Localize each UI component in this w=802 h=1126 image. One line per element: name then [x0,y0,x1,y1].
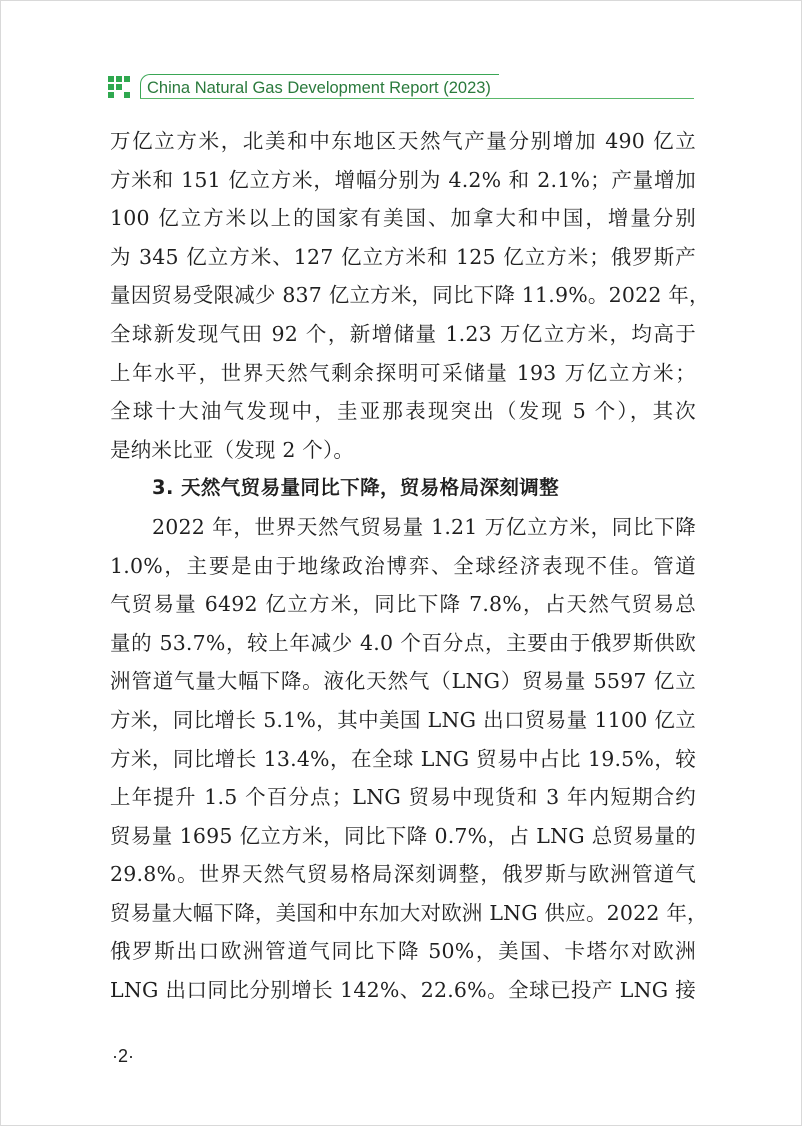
text-line: 俄罗斯出口欧洲管道气同比下降 50%，美国、卡塔尔对欧洲 [110,939,696,964]
text-line: 2022 年，世界天然气贸易量 1.21 万亿立方米，同比下降 [152,514,696,539]
text-line: 上年水平，世界天然气剩余探明可采储量 193 万亿立方米； [110,360,696,385]
text-line: 29.8%。世界天然气贸易格局深刻调整，俄罗斯与欧洲管道气 [110,862,696,887]
text-line: 全球十大油气发现中，圭亚那表现突出（发现 5 个），其次 [110,399,696,424]
header-title: China Natural Gas Development Report (2023) [140,74,499,99]
text-line: LNG 出口同比分别增长 142%、22.6%。全球已投产 LNG 接 [110,978,696,1003]
text-line: 量的 53.7%，较上年减少 4.0 个百分点，主要由于俄罗斯供欧 [110,630,696,655]
body-text [110,122,710,1010]
text-line: 为 345 亿立方米、127 亿立方米和 125 亿立方米；俄罗斯产 [110,244,696,269]
page-number: ·2· [112,1046,134,1066]
text-line: 方米，同比增长 5.1%，其中美国 LNG 出口贸易量 1100 亿立 [110,707,696,732]
text-line: 万亿立方米，北美和中东地区天然气产量分别增加 490 亿立 [110,129,696,153]
text-line: 方米和 151 亿立方米，增幅分别为 4.2% 和 2.1%；产量增加 [110,167,696,192]
text-line: 全球新发现气田 92 个，新增储量 1.23 万亿立方米，均高于 [110,321,696,346]
text-line: 气贸易量 6492 亿立方米，同比下降 7.8%，占天然气贸易总 [110,592,696,617]
text-line: 方米，同比增长 13.4%，在全球 LNG 贸易中占比 19.5%，较 [110,746,696,771]
section-heading: 3. 天然气贸易量同比下降，贸易格局深刻调整 [152,476,560,500]
text-line: 1.0%，主要是由于地缘政治博弈、全球经济表现不佳。管道 [110,553,696,578]
running-header [108,74,694,102]
text-line: 100 亿立方米以上的国家有美国、加拿大和中国，增量分别 [110,206,696,231]
text-line: 贸易量 1695 亿立方米，同比下降 0.7%，占 LNG 总贸易量的 [110,823,696,848]
text-line: 上年提升 1.5 个百分点；LNG 贸易中现货和 3 年内短期合约 [110,785,696,810]
text-line: 贸易量大幅下降，美国和中东加大对欧洲 LNG 供应。2022 年， [110,900,708,925]
text-line: 洲管道气量大幅下降。液化天然气（LNG）贸易量 5597 亿立 [110,669,696,694]
report-logo-icon [108,76,130,98]
text-line: 量因贸易受限减少 837 亿立方米，同比下降 11.9%。2022 年， [110,283,710,308]
header-rule [140,98,694,99]
text-line: 是纳米比亚（发现 2 个）。 [110,437,355,462]
